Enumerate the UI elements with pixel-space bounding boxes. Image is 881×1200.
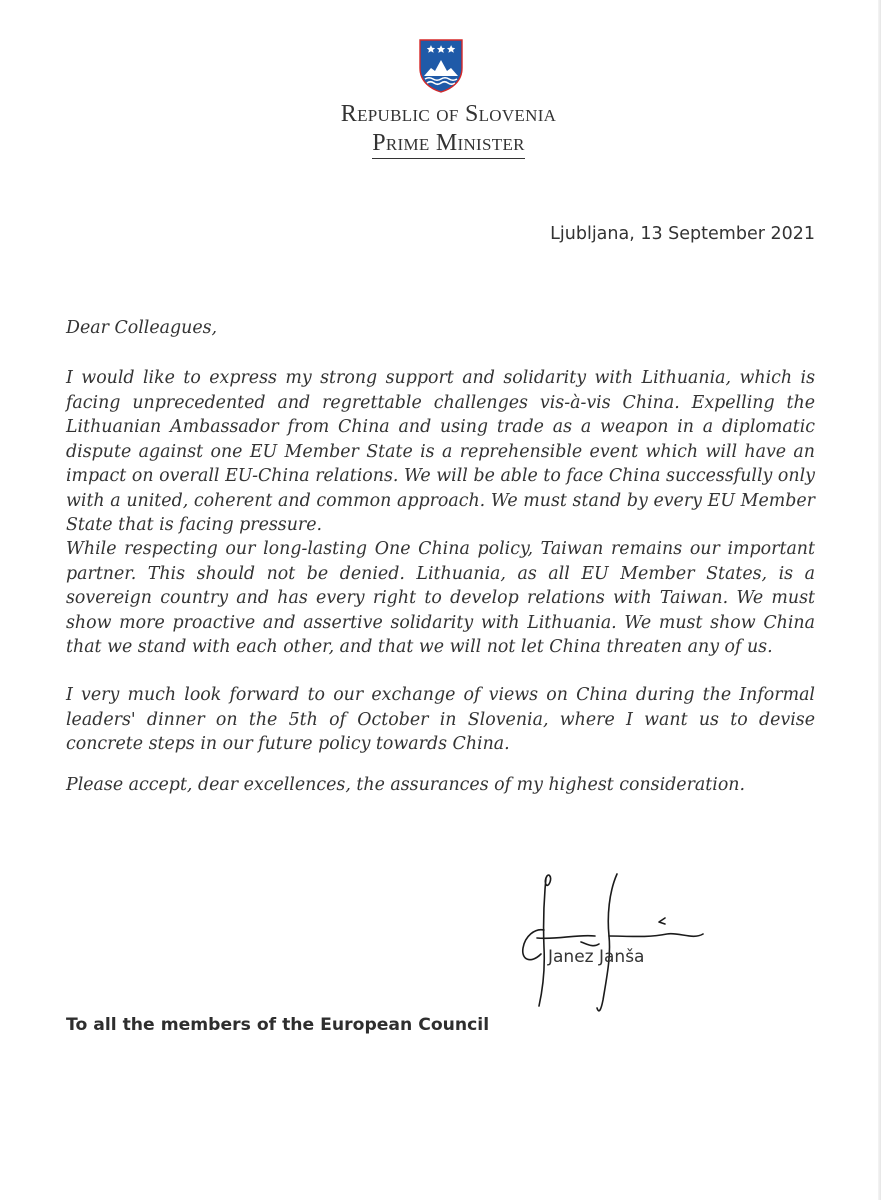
office-title-wrapper: [0, 129, 881, 159]
closing-formula: Please accept, dear excellences, the assurances of my highest consideration.: [66, 775, 746, 795]
handwritten-signature: [517, 868, 707, 1018]
office-title: Prime Minister: [372, 129, 525, 159]
letter-paragraph-3: I very much look forward to our exchange of views on China during the Informal leaders' dinner on the 5th of October in Slovenia, where I want us to devise concrete steps in our future policy towards China.: [66, 685, 815, 754]
salutation: Dear Colleagues,: [66, 318, 218, 338]
letter-paragraph-1: I would like to express my strong support and solidarity with Lithuania, which is facing unprecedented and regrettable challenges vis-à-vis China. Expelling the Lithuanian Ambassador from China and using trade as a weapon in a diplomatic dispute against one EU Member State is a reprehensible event which will have an impact on overall EU-China relations. We will be able to face China successfully only with a united, coherent and common approach. We must stand by every EU Member State that is facing pressure.: [66, 368, 815, 535]
recipients-line: To all the members of the European Council: [66, 1015, 490, 1035]
letter-paragraph-2: While respecting our long-lasting One China policy, Taiwan remains our important partner. This should not be denied. Lithuania, as all EU Member States, is a sovereign country and has every right to develop relations with Taiwan. We must show more proactive and assertive solidarity with Lithuania. We must show China that we stand with each other, and that we will not let China threaten any of us.: [66, 539, 815, 657]
place-and-date: Ljubljana, 13 September 2021: [550, 224, 815, 244]
slovenian-coat-of-arms-icon: [417, 38, 465, 94]
institution-name: Republic of Slovenia: [340, 101, 557, 127]
signer-name: Janez Janša: [548, 947, 645, 967]
